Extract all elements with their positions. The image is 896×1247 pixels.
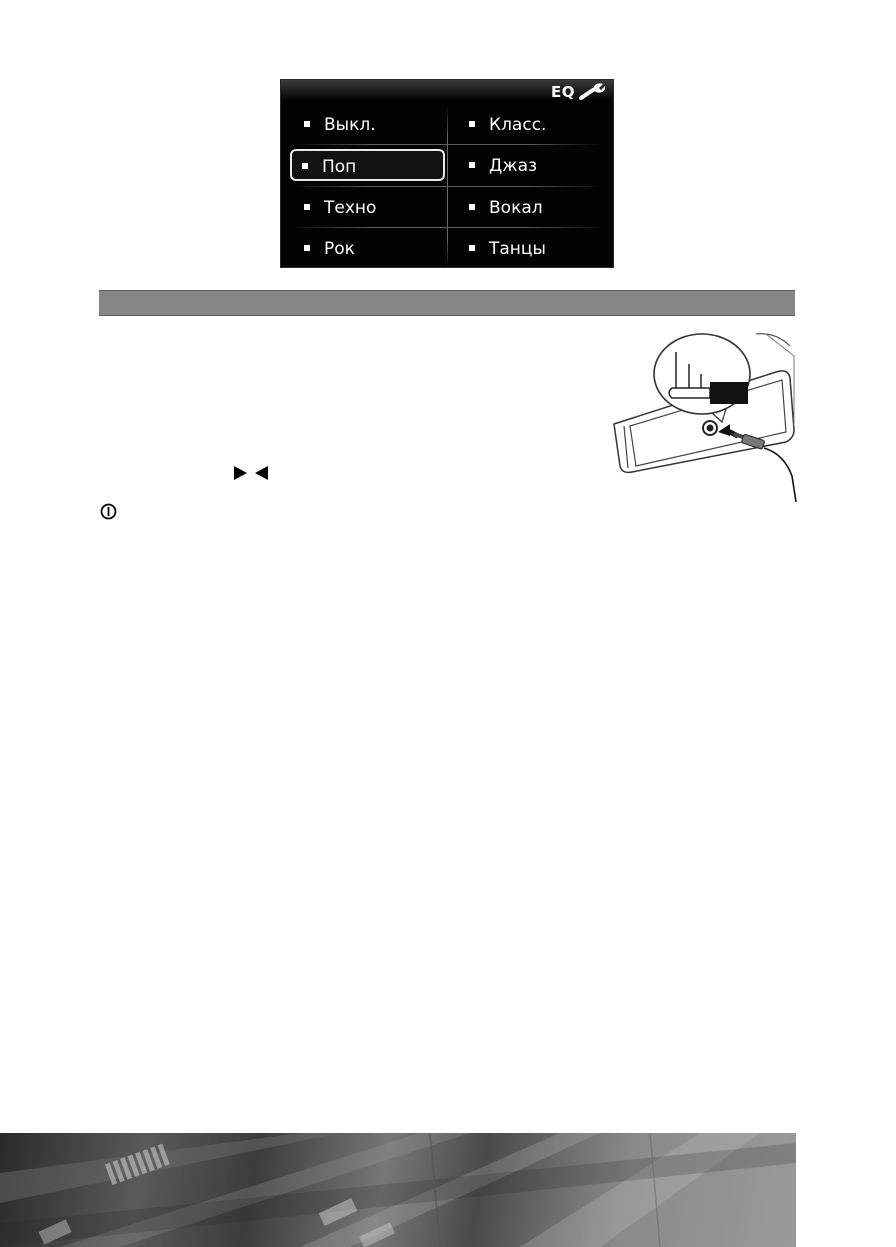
eq-screen xyxy=(280,79,614,268)
wrench-icon xyxy=(579,82,607,100)
eq-option-techno[interactable] xyxy=(292,192,442,224)
play-rewind-icon xyxy=(233,465,269,481)
eq-option-label: Класс. xyxy=(489,115,547,135)
bullet-icon xyxy=(469,162,475,168)
banner-texture xyxy=(0,1133,796,1247)
row-divider xyxy=(291,186,605,187)
eq-option-label: Рок xyxy=(324,239,355,259)
bullet-icon xyxy=(304,204,310,210)
eq-header xyxy=(281,80,613,102)
eq-option-label: Вокал xyxy=(489,198,543,218)
eq-option-label: Джаз xyxy=(489,156,538,176)
eq-option-label: Техно xyxy=(324,198,377,218)
column-divider xyxy=(447,106,448,268)
aux-jack-insertion-illustration xyxy=(606,326,802,504)
eq-option-label: Танцы xyxy=(489,239,546,259)
eq-title: EQ xyxy=(551,83,575,101)
row-divider xyxy=(291,144,605,145)
eq-option-rock[interactable] xyxy=(292,233,442,265)
bullet-icon xyxy=(469,121,475,127)
eq-option-label: Выкл. xyxy=(324,115,376,135)
row-divider xyxy=(291,227,605,228)
eq-option-vocal[interactable] xyxy=(457,192,607,224)
bullet-icon xyxy=(304,245,310,251)
bullet-icon xyxy=(469,204,475,210)
bullet-icon xyxy=(469,245,475,251)
eq-option-pop[interactable] xyxy=(290,149,445,181)
eq-option-classic[interactable] xyxy=(457,109,607,141)
section-header-bar xyxy=(99,290,795,316)
eq-option-dance[interactable] xyxy=(457,233,607,265)
power-icon xyxy=(100,503,117,520)
eq-option-jazz[interactable] xyxy=(457,150,607,182)
eq-option-off[interactable] xyxy=(292,109,442,141)
bullet-icon xyxy=(304,121,310,127)
bullet-icon xyxy=(302,163,308,169)
footer-decorative-banner xyxy=(0,1133,796,1247)
eq-option-label: Поп xyxy=(322,157,357,177)
